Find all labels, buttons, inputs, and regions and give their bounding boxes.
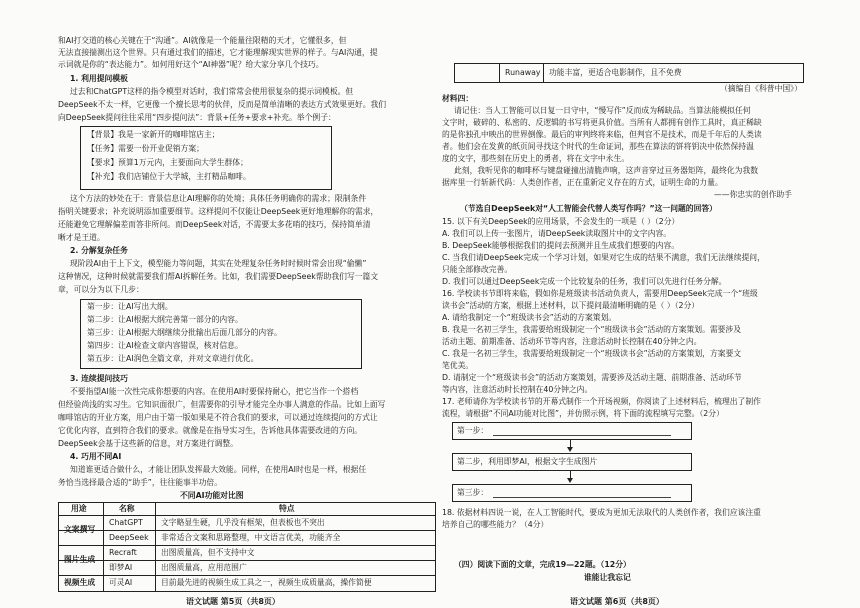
question-option: B. DeepSeek能够根据我们的提问去预测并且生成我们想要的内容。 <box>442 241 680 250</box>
material-line: 此刻，我听见你的咖啡杯与键盘碰撞出清脆声响，这声音穿过亘务器矩阵，最终化为我数 <box>454 166 759 175</box>
step-line: 第一步：让AI写出大纲。 <box>87 302 173 311</box>
section-title: 2. 分解复杂任务 <box>70 246 128 255</box>
table-cell-name: Runaway <box>505 68 541 77</box>
material-line: 的是你独孔中映出的世界倒像。最后的审判终将来临，但判官不是技术，而是千年后的人类读 <box>442 130 762 139</box>
question-option: B. 我是一名初三学生，我需要给班级制定一个“班级读书会”活动的方案策划。需要涉及 <box>442 325 742 334</box>
table-cell-use: 图片生成 <box>64 555 96 564</box>
table-header: 用途 <box>71 504 87 513</box>
body-line: 晰才是王道。 <box>58 233 105 242</box>
table-cell-feature: 出图质量高，应用范围广 <box>161 563 247 572</box>
body-line: 这个方法的妙处在于：背景信息让AI理解你的处境；具体任务明确你的需求；限制条件 <box>70 194 367 203</box>
ai-comparison-table <box>58 502 436 592</box>
flow-step-box <box>452 484 692 502</box>
material-line: 度的文字，那些刻在历史上的勇者，将在文字中永生。 <box>442 154 630 163</box>
table-cell-name: ChatGPT <box>109 518 143 527</box>
answer-blank[interactable] <box>493 435 671 436</box>
body-line: 指明关键要求；补充说明添加重要细节。这样提问不仅能让DeepSeek更好地理解你的需求， <box>58 207 379 216</box>
answer-blank[interactable] <box>493 497 671 498</box>
table-header: 特点 <box>279 504 295 513</box>
table-cell-name: 即梦AI <box>109 563 133 572</box>
template-line: 【背景】我是一家新开的咖啡馆店主； <box>87 130 220 139</box>
material-line: 请记住：当人工智能可以日复一日守中，“慢写作”反而成为稀缺品。当算法能模拟任何 <box>454 106 751 115</box>
page-footer: 语文试题 第6页（共8页） <box>570 597 664 606</box>
question-option: C. 我是一名初三学生，我需要给班级制定一个“班级读书会”活动的方案策划，方案要文 <box>442 349 742 358</box>
table-cell-name: DeepSeek <box>109 533 149 542</box>
flow-arrowhead <box>567 447 573 452</box>
step-line: 第五步：让AI润色全篇文章，并对文章进行优化。 <box>87 354 259 363</box>
body-line: DeepSeek不太一样，它更像一个擅长思考的伙伴，反而是简单清晰的表达方式效果更好。我们 <box>58 100 387 109</box>
source-note: （摘编自《科普中国》） <box>720 84 802 93</box>
question-option: A. 请给我制定一个“班级读书会”活动的方案策划。 <box>442 313 617 322</box>
page-footer: 语文试题 第5页（共8页） <box>186 597 280 606</box>
flow-step-label: 第二步，利用即梦AI，根据文字生成图片 <box>457 457 598 466</box>
question-line: 17. 老师请你为学校读书节的开幕式制作一个开场视频，你阅读了上述材料后，梳理出了制作 <box>442 397 761 406</box>
question-option: D. 请制定一个“班级读书会”的活动方案策划，需要涉及活动主题、前期准备、活动环节 <box>442 373 742 382</box>
article-title: 谁能让我忘记 <box>584 573 631 582</box>
question-line: 培养自己的哪些能力？（4分） <box>442 520 549 529</box>
table-cell-feature: 目前最先进的视频生成工具之一，视频生成质量高，操作简便 <box>161 578 372 587</box>
question-line: 流程，请根据“不同AI功能对比图”，并仿照示例，将下面的流程填写完整。（2分） <box>442 409 724 418</box>
flow-step-box <box>452 453 692 471</box>
intro-line: 无法直接揣测出这个世界。只有通过我们的描述，它才能理解现实世界的样子。与AI沟通，提 <box>58 48 378 57</box>
body-line: 章，可以分为以下几步： <box>58 285 144 294</box>
step-line: 第四步：让AI检查文章内容错误，核对信息。 <box>87 341 243 350</box>
template-line: 【补充】我们店铺位于大学城，主打精品咖啡。 <box>87 172 251 181</box>
question-option: 活动主题、前期准备、活动环节等内容，注意活动时长控制在40分钟之内。 <box>442 337 702 346</box>
question-line: 15. 以下有关DeepSeek的应用场景，不会发生的一项是（ ）（2分） <box>442 217 680 226</box>
template-line: 【任务】需要一份开业促销方案； <box>87 144 204 153</box>
flow-step-label: 第三步： <box>457 488 489 497</box>
table-cell-name: 可灵AI <box>109 578 133 587</box>
flow-step-box <box>452 422 692 440</box>
question-option: 笔优美。 <box>442 361 474 370</box>
step-line: 第二步：让AI根据大纲完善第一部分的内容。 <box>87 315 243 324</box>
body-line: 务恰当选择最合适的“助手”，往往能事半功倍。 <box>58 478 223 487</box>
table-cell-name: Recraft <box>109 548 137 557</box>
question-option: 等内容，注意活动时长控制在40分钟之内。 <box>442 385 593 394</box>
question-line: 读书会”活动的方案，根据上述材料，以下提问最清晰明确的是（ ）（2分） <box>442 301 700 310</box>
flow-step-label: 第一步： <box>457 426 489 435</box>
question-line: 16. 学校读书节即将来临，假如你是班级读书活动负责人，需要用DeepSeek完成一个“班级 <box>442 289 758 298</box>
body-line: 过去和ChatGPT这样的指令模型对话时，我们常常会使用很复杂的提示词模板。但 <box>70 87 354 96</box>
question-option: A. 我们可以上传一张图片，请DeepSeek读取图片中的文字内容。 <box>442 229 672 238</box>
template-box <box>80 126 332 190</box>
body-line: 不要指望AI能一次性完成你想要的内容。在使用AI时要保持耐心，把它当作一个搭档 <box>70 387 359 396</box>
table-cell-feature: 功能丰富，更适合电影制作，且不免费 <box>549 68 682 77</box>
steps-box <box>80 299 362 369</box>
body-line: 知道谁更适合做什么，才能让团队发挥最大效能。同样，在使用AI时也是一样，根据任 <box>70 465 367 474</box>
table-cell-use: 文案撰写 <box>64 525 96 534</box>
table-cell-feature: 文字略显生硬，几乎没有框架，但表板也不突出 <box>161 518 325 527</box>
question-option: C. 当我们请DeepSeek完成一个学习计划，如果对它生成的结果不满意，我们无法继续提问， <box>442 253 765 262</box>
section-title: 1. 利用提问模板 <box>70 74 128 83</box>
material-line: 据库里一行斩新代码：人类创作者，正在重新定义存在的方式，证明生命的力量。 <box>442 178 723 187</box>
intro-line: 和AI打交道的核心关键在于“沟通”。AI就像是一个能量往限精的天才，它懂很多，但 <box>58 36 347 45</box>
material-line: 文字时，破碎的、私密的、反逻辑的书写将更具价值。当所有人都拥有创作工具时，真正稀缺 <box>442 118 762 127</box>
body-line: 咖啡馆店的开业方案，用户由于第一版如果是不符合我们的要求，可以通过连续提问的方式让 <box>58 413 378 422</box>
flow-arrowhead <box>567 478 573 483</box>
step-line: 第三步：让AI根据大纲继续分批输出后面几部分的内容。 <box>87 328 282 337</box>
question-line: 18. 依据材料四说一说，在人工智能时代，要成为更加无法取代的人类创作者，我们应该注重 <box>442 508 761 517</box>
table-cell-use: 视频生成 <box>64 578 96 587</box>
material-signature: ——你忠实的创作助手 <box>714 190 792 199</box>
table-title: 不同AI功能对比图 <box>180 491 244 500</box>
table-continuation <box>454 63 804 83</box>
body-line: 它优化内容，直到符合我们的要求。就像是在指导实习生，告诉他具体需要改进的方向。 <box>58 426 363 435</box>
template-line: 【要求】预算1万元内，主要面向大学生群体； <box>87 158 248 167</box>
body-line: 这种情况，这种时候就需要我们帮AI拆解任务。比如，我们需要DeepSeek帮助我们写一篇文 <box>58 272 379 281</box>
material-note: （节选自DeepSeek对“人工智能会代替人类写作吗？”这一问题的回答） <box>460 204 717 213</box>
section-title: 4. 巧用不同AI <box>70 452 122 461</box>
material-line: 者。他们会在发黄的纸页间寻找这个时代的生命证词，那些在算法的饼将钥决中依然保持温 <box>442 142 754 151</box>
table-cell-feature: 非常适合文案和思路整理，中文语言优美，功能齐全 <box>161 533 341 542</box>
question-option: 只能全部修改完善。 <box>442 265 513 274</box>
body-line: 还能避免它理解偏差而答非所问。而DeepSeek对话，不需要太多花哨的技巧，保持简单清 <box>58 220 371 229</box>
material-title: 材料四： <box>442 94 474 103</box>
body-line: 现阶段AI由于上下文，模型能力等问题，其实在处理复杂任务时时候时常会出现“偷懒” <box>70 259 367 268</box>
body-line: 向DeepSeek提问往往采用“四步提问法”：背景+任务+要求+补充。举个例子： <box>58 113 336 122</box>
section-title: 3. 连续提问技巧 <box>70 374 128 383</box>
question-option: D. 我们可以通过DeepSeek完成一个比较复杂的任务，我们可以先进行任务分解。 <box>442 277 727 286</box>
section-heading: （四）阅读下面的文章，完成19—22题。（12分） <box>454 560 631 569</box>
body-line: 但经验尚浅的实习生。它知识面很广，但需要你的引导才能完全办事人满意的作品。比如上面写 <box>58 400 386 409</box>
intro-line: 示词就是你的“表达能力”。如何用好这个“AI神器”呢？给大家分享几个技巧。 <box>58 60 324 69</box>
table-cell-feature: 出图质量高，但不支持中文 <box>161 548 255 557</box>
body-line: DeepSeek会基于这些新的信息，对方案进行调整。 <box>58 439 238 448</box>
table-header: 名称 <box>119 504 135 513</box>
